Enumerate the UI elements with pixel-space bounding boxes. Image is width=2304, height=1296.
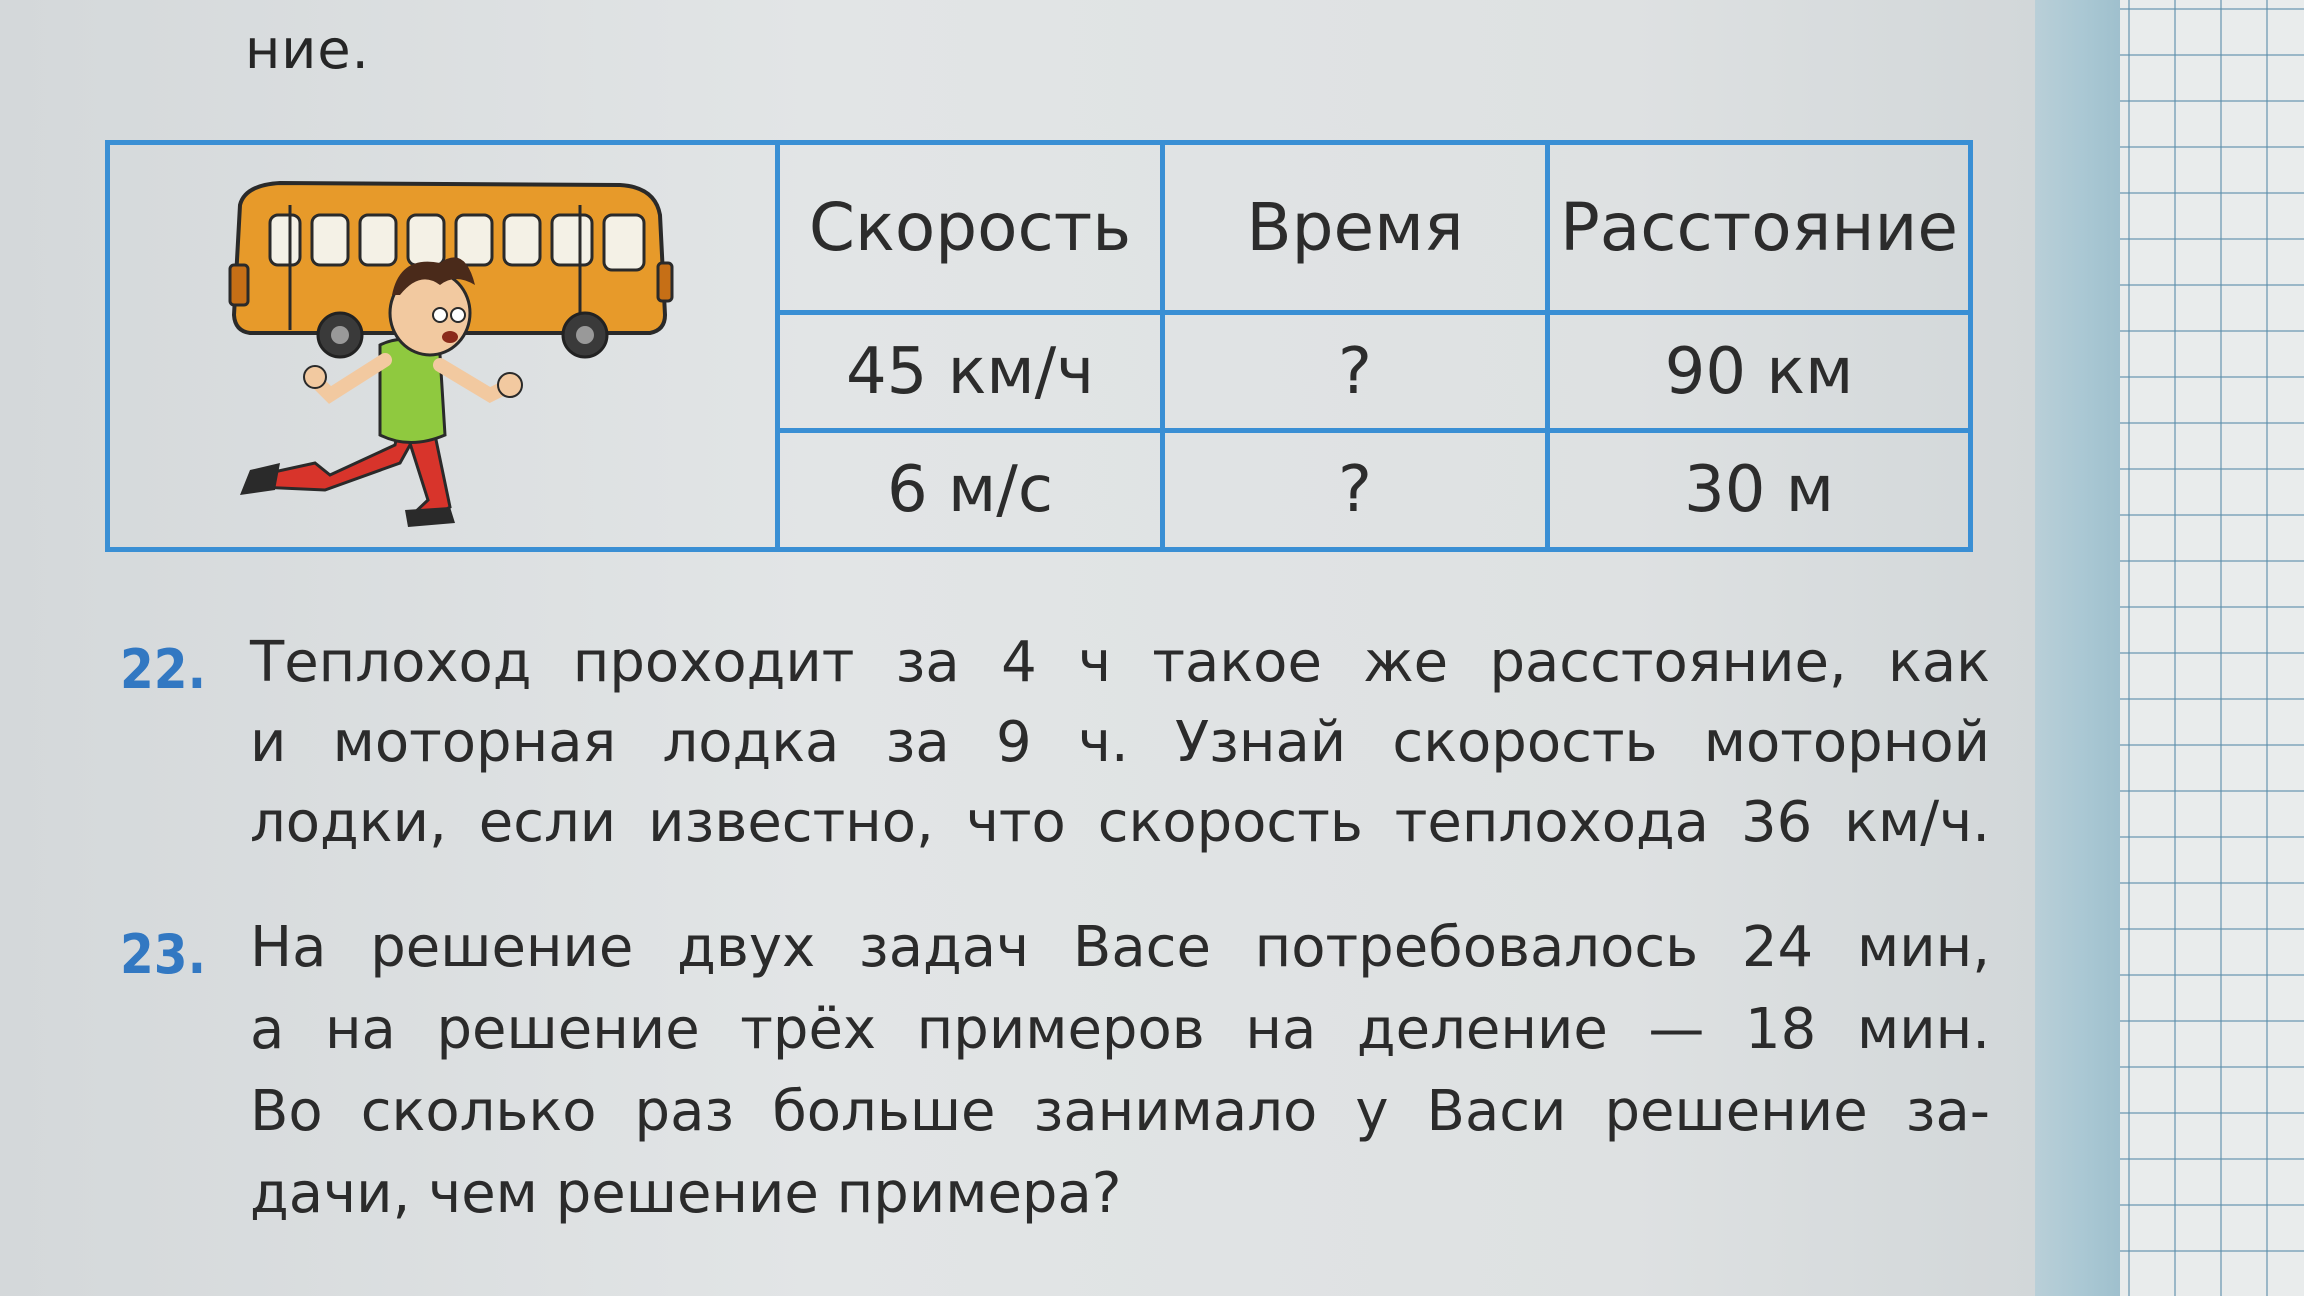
grid-notebook-paper (2120, 0, 2304, 1296)
page-edge (2035, 0, 2120, 1296)
row2-distance: 30 м (1683, 453, 1835, 527)
row1-time: ? (1165, 315, 1550, 433)
row1-speed: 45 км/ч (780, 315, 1165, 433)
speed-time-distance-table (105, 140, 1973, 552)
bus-and-boy-illustration (110, 145, 770, 545)
header-time: Время (1165, 145, 1550, 315)
problem-text-line: и моторная лодка за 9 ч. Узнай скорость моторной (250, 710, 1990, 775)
problem-number: 23. (120, 923, 207, 986)
row1-distance: 90 км (1550, 315, 1968, 433)
header-speed: Скорость (780, 145, 1165, 315)
row2-time: ? (1165, 433, 1550, 547)
table-illustration-cell (110, 145, 780, 547)
header-distance: Расстояние (1550, 145, 1968, 315)
problem-text-line: На решение двух задач Васе потребовалось 24 мин, (250, 915, 1990, 980)
problem-text-line: а на решение трёх примеров на деление — 18 мин. (250, 997, 1990, 1062)
problem-text-line: Теплоход проходит за 4 ч такое же расстояние, как (250, 630, 1990, 695)
problem-text-line: Во сколько раз больше занимало у Васи решение за- (250, 1079, 1990, 1144)
row2-speed: 6 м/с (780, 433, 1165, 547)
previous-text-ending: ние. (245, 18, 370, 81)
problem-text-line: лодки, если известно, что скорость теплохода 36 км/ч. (250, 790, 1990, 855)
problem-number: 22. (120, 638, 207, 701)
problem-text-line: дачи, чем решение примера? (250, 1161, 1122, 1226)
